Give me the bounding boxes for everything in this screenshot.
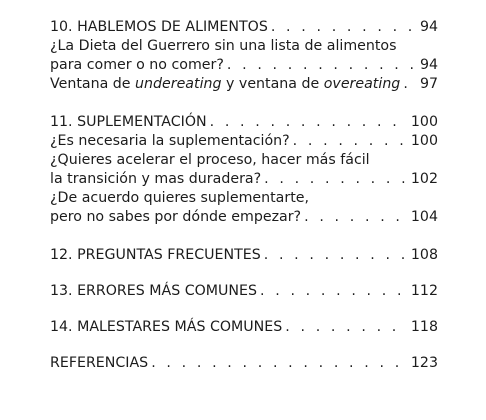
toc-chapter-12[interactable] [50, 246, 438, 265]
chapter-title: 13. ERRORES MÁS COMUNES [50, 283, 258, 299]
page-number: 94 [419, 19, 438, 35]
entry-title: ¿Es necesaria la suplementación? [50, 133, 290, 149]
dot-leader [260, 282, 408, 301]
toc-entry-empezar[interactable] [50, 208, 438, 227]
page-number: 104 [410, 209, 438, 225]
chapter-title: REFERENCIAS [50, 355, 149, 371]
entry-title: pero no sabes por dónde empezar? [50, 209, 302, 225]
toc-chapter-13[interactable] [50, 282, 438, 301]
entry-title [50, 75, 403, 94]
section-gap [50, 227, 438, 246]
entry-title: la transición y mas duradera? [50, 171, 262, 187]
chapter-title: 12. PREGUNTAS FRECUENTES [50, 247, 261, 263]
chapter-title: 11. SUPLEMENTACIÓN [50, 114, 207, 130]
page-number: 118 [410, 319, 438, 335]
dot-leader [264, 170, 408, 189]
toc-entry-necesaria[interactable] [50, 132, 438, 151]
dot-leader [403, 75, 417, 94]
page-number: 100 [410, 133, 438, 149]
chapter-title: 14. MALESTARES MÁS COMUNES [50, 319, 283, 335]
toc-chapter-14[interactable] [50, 318, 438, 337]
entry-text: y ventana de [221, 76, 324, 92]
dot-leader [304, 208, 408, 227]
toc-entry-ventana[interactable] [50, 75, 438, 94]
page-number: 123 [410, 355, 438, 371]
dot-leader [271, 18, 417, 37]
page-number: 94 [419, 57, 438, 73]
toc-entry-line: ¿De acuerdo quieres suplementarte, [50, 190, 309, 206]
toc-entry-line: ¿Quieres acelerar el proceso, hacer más fácil [50, 152, 370, 168]
toc-entry-line: ¿La Dieta del Guerrero sin una lista de alimentos [50, 38, 397, 54]
page-number: 97 [419, 76, 438, 92]
section-gap [50, 265, 438, 282]
toc-chapter-11[interactable] [50, 113, 438, 132]
page-number: 108 [410, 247, 438, 263]
section-gap [50, 337, 438, 354]
page-number: 112 [410, 283, 438, 299]
dot-leader [151, 354, 408, 373]
entry-emphasis: undereating [135, 76, 222, 92]
page-number: 100 [410, 114, 438, 130]
toc-entry-lista-alimentos[interactable] [50, 56, 438, 75]
entry-title: para comer o no comer? [50, 57, 224, 73]
toc-references[interactable] [50, 354, 438, 373]
entry-emphasis: overeating [323, 76, 401, 92]
table-of-contents [50, 18, 438, 373]
dot-leader [293, 132, 408, 151]
dot-leader [285, 318, 408, 337]
dot-leader [210, 113, 408, 132]
page-number: 102 [410, 171, 438, 187]
section-gap [50, 301, 438, 318]
section-gap [50, 94, 438, 113]
dot-leader [227, 56, 417, 75]
chapter-title: 10. HABLEMOS DE ALIMENTOS [50, 19, 268, 35]
toc-chapter-10[interactable] [50, 18, 438, 37]
toc-entry-acelerar[interactable] [50, 170, 438, 189]
dot-leader [264, 246, 408, 265]
entry-text: Ventana de [50, 76, 136, 92]
